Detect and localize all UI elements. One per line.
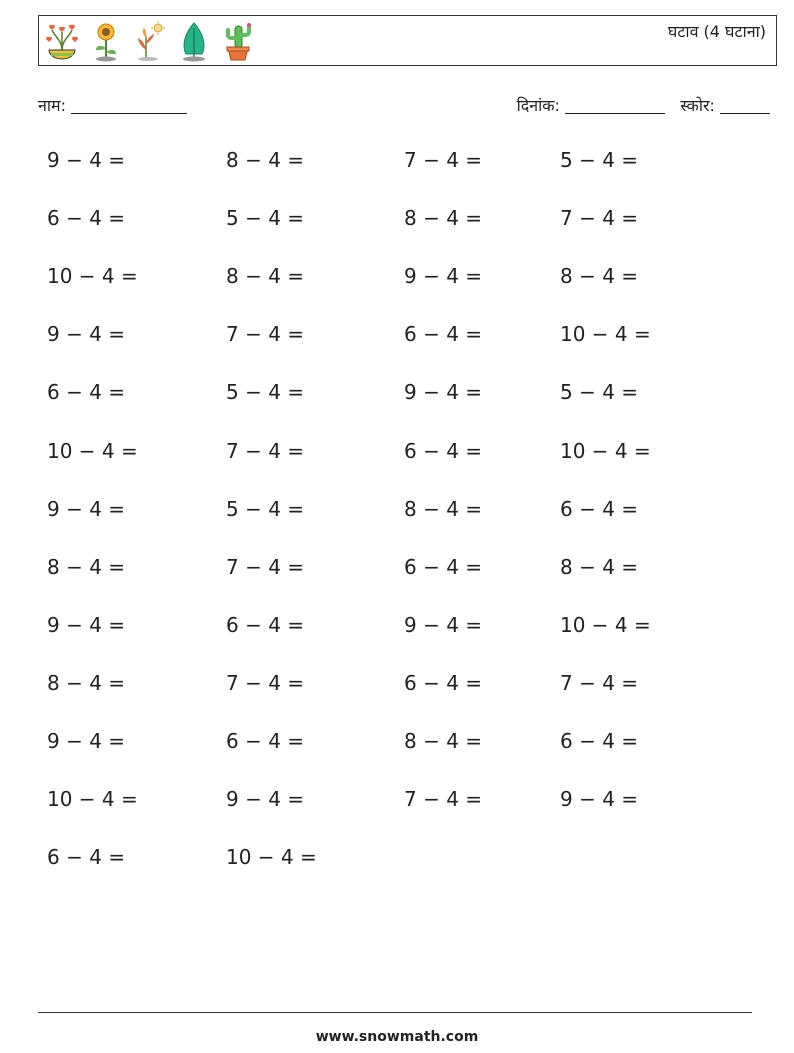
problem-item: 7 − 4 = [226,439,305,463]
leaf-tree-icon [176,20,212,62]
problem-item: 7 − 4 = [404,787,483,811]
problem-item: 9 − 4 = [404,264,483,288]
problem-item: 6 − 4 = [560,729,639,753]
problem-item: 9 − 4 = [560,787,639,811]
problem-item: 8 − 4 = [404,206,483,230]
problem-item: 7 − 4 = [560,206,639,230]
problem-item: 10 − 4 = [47,439,138,463]
footer-url: www.snowmath.com [315,1029,479,1045]
problem-item: 8 − 4 = [47,671,126,695]
problem-item: 9 − 4 = [404,613,483,637]
problem-item: 10 − 4 = [560,439,651,463]
problem-item: 10 − 4 = [560,322,651,346]
cactus-pot-icon [220,20,256,62]
score-blank[interactable] [720,97,770,114]
name-field [38,94,187,116]
problem-item: 8 − 4 = [226,148,305,172]
problem-item: 7 − 4 = [226,671,305,695]
problem-item: 9 − 4 = [47,729,126,753]
score-label: स्कोर: [680,96,715,115]
problem-item: 5 − 4 = [560,380,639,404]
problem-item: 9 − 4 = [47,322,126,346]
sprout-sun-icon [132,20,168,62]
problem-item: 6 − 4 = [404,671,483,695]
problem-item: 9 − 4 = [47,613,126,637]
problem-item: 5 − 4 = [226,206,305,230]
problem-item: 6 − 4 = [404,555,483,579]
problem-item: 9 − 4 = [404,380,483,404]
problem-item: 9 − 4 = [226,787,305,811]
problem-item: 5 − 4 = [226,497,305,521]
problem-item: 6 − 4 = [404,439,483,463]
name-blank[interactable] [71,97,187,114]
sunflower-icon [88,20,124,62]
problem-item: 10 − 4 = [226,845,317,869]
problem-item: 8 − 4 = [47,555,126,579]
date-label: दिनांक: [516,96,560,115]
problem-item: 10 − 4 = [47,264,138,288]
problem-item: 8 − 4 = [560,264,639,288]
problem-item: 10 − 4 = [560,613,651,637]
potted-hearts-plant-icon [44,20,80,62]
problem-item: 6 − 4 = [47,206,126,230]
problem-item: 7 − 4 = [226,322,305,346]
plant-icons [44,20,256,62]
name-label: नाम: [38,96,66,115]
problem-item: 8 − 4 = [404,497,483,521]
problem-item: 6 − 4 = [404,322,483,346]
problem-item: 8 − 4 = [560,555,639,579]
problem-item: 7 − 4 = [226,555,305,579]
problem-item: 7 − 4 = [560,671,639,695]
problem-item: 5 − 4 = [560,148,639,172]
problem-item: 6 − 4 = [47,380,126,404]
date-score-fields [517,94,770,116]
date-blank[interactable] [565,97,665,114]
problem-item: 10 − 4 = [47,787,138,811]
problem-item: 6 − 4 = [47,845,126,869]
problem-item: 8 − 4 = [404,729,483,753]
problem-item: 6 − 4 = [226,729,305,753]
problem-item: 8 − 4 = [226,264,305,288]
problem-item: 5 − 4 = [226,380,305,404]
problem-item: 6 − 4 = [226,613,305,637]
footer-divider [38,1012,752,1013]
problem-item: 9 − 4 = [47,497,126,521]
worksheet-header [38,15,777,66]
problem-item: 6 − 4 = [560,497,639,521]
worksheet-title: घटाव (4 घटाना) [667,22,766,41]
problem-item: 7 − 4 = [404,148,483,172]
problem-item: 9 − 4 = [47,148,126,172]
